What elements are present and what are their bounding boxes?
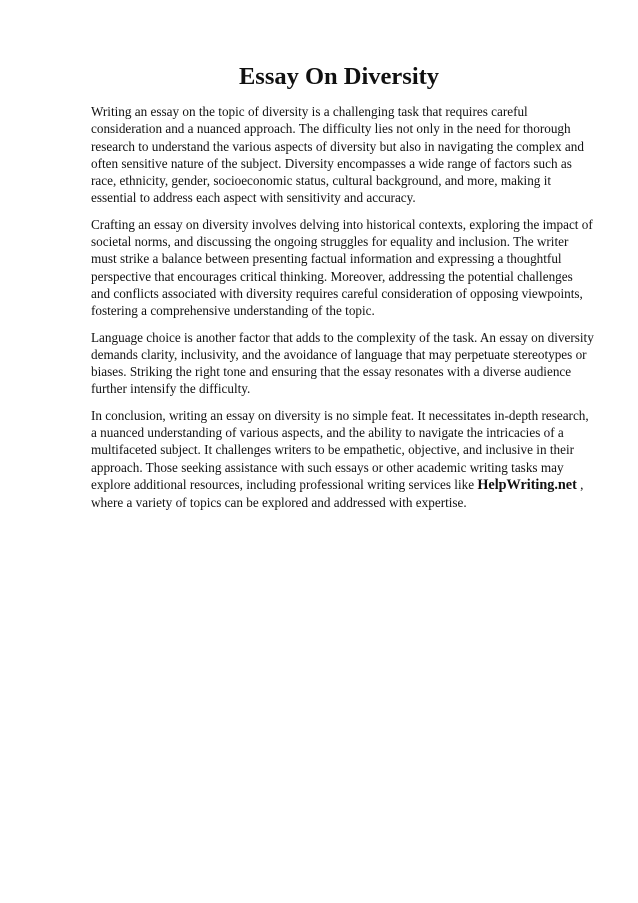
helpwriting-link[interactable]: HelpWriting.net [477, 476, 577, 493]
conclusion-text-before-link: In conclusion, writing an essay on diversity is no simple feat. It necessitates in-depth research, a nuanced understanding of various aspects, and the ability to navigate the intricacies of a multifaceted subject. It challenges writers to be empathetic, objective, and inclusive in their approach. Those seeking assistance with such essays or other academic writing tasks may explore additional resources, including professional writing services like [91, 407, 589, 492]
document-title: Essay On Diversity [238, 63, 440, 90]
paragraph-2: Crafting an essay on diversity involves delving into historical contexts, exploring the impact of societal norms, and discussing the ongoing struggles for equality and inclusion. The writer must strike a balance between presenting factual information and expressing a thoughtful perspective that encourages critical thinking. Moreover, addressing the potential challenges and conflicts associated with diversity requires careful consideration of opposing viewpoints, fostering a comprehensive understanding of the topic. [91, 216, 593, 319]
paragraph-conclusion [91, 407, 594, 512]
paragraph-1: Writing an essay on the topic of diversity is a challenging task that requires careful consideration and a nuanced approach. The difficulty lies not only in the need for thorough research to understand the various aspects of diversity but also in navigating the complex and often sensitive nature of the subject. Diversity encompasses a wide range of factors such as race, ethnicity, gender, socioeconomic status, cultural background, and more, making it essential to address each aspect with sensitivity and accuracy. [91, 104, 584, 206]
conclusion-text-after-link: , where a variety of topics can be explored and addressed with expertise. [91, 476, 584, 511]
paragraph-3: Language choice is another factor that adds to the complexity of the task. An essay on diversity demands clarity, inclusivity, and the avoidance of language that may perpetuate stereotypes or biases. Striking the right tone and ensuring that the essay resonates with a diverse audience further intensify the difficulty. [91, 329, 594, 397]
